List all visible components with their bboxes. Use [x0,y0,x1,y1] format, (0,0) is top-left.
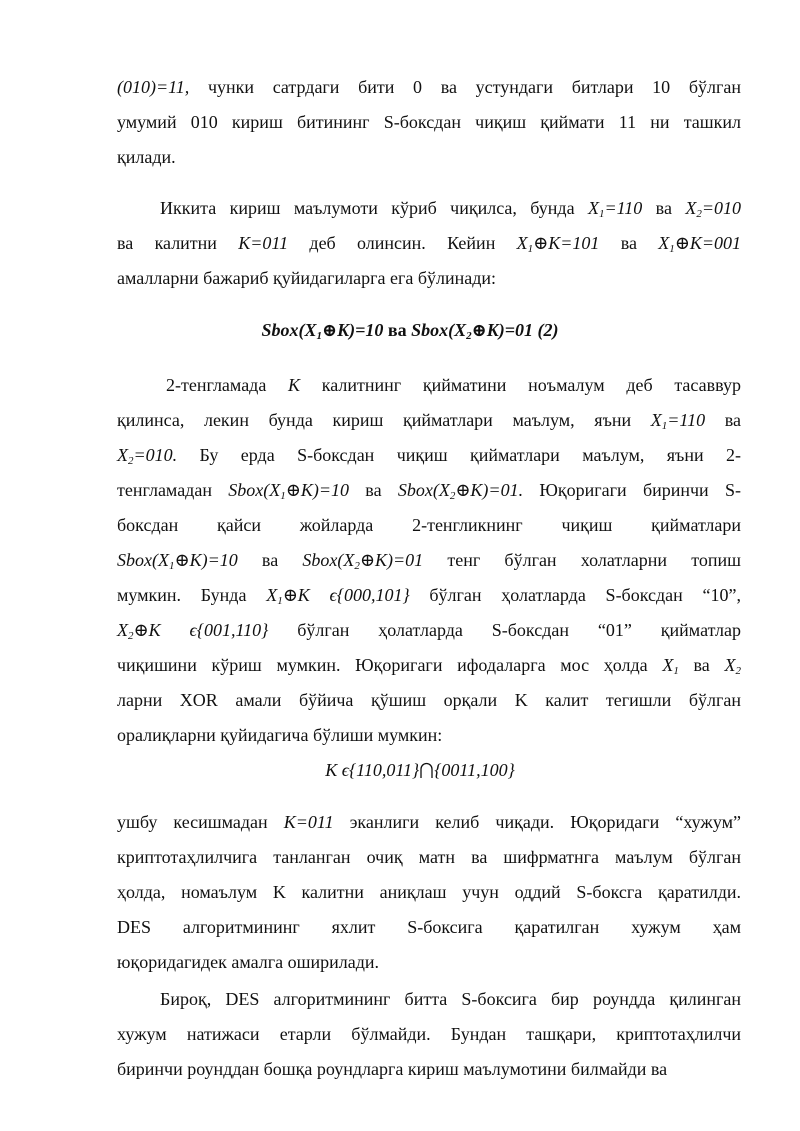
p1-line-3: қилади. [117,147,176,167]
intersection-icon [419,762,434,778]
p3-line-3: $X_2=010$. Бу ерда S-боксдан чиқиш қийматлари маълум, яъни 2- [117,445,741,467]
p5-line-3: биринчи роунддан бошқа роундларга кириш маълумотини билмайди ва [117,1059,668,1079]
p5-line-1: Бироқ, DES алгоритмининг битта S-боксига бир роундда қилинган [160,989,741,1009]
p3-line-5: боксдан қайси жойларда 2-тенгликнинг чиқиш қийматлари [117,515,741,535]
p2-line-1: Иккита кириш маълумоти кўриб чиқилса, бунда $X_1=110$ ва $X_2=010$ [160,198,741,220]
p3-line-1: 2-тенгламада K калитнинг қийматини ноъмалум деб тасаввур [166,375,742,395]
p3-line-10: ларни XOR амали бўйича қўшиш орқали K калит тегишли бўлган [117,690,741,710]
p3-line-2: қилинса, лекин бунда кириш қийматлари маълум, яъни $X_1=110$ ва [117,410,741,432]
p3-line-9: чиқишини кўриш мумкин. Юқоригаги ифодаларга мос ҳолда $X_1$ ва $X_2$ [117,655,741,677]
p4-line-2: криптотаҳлилчига танланган очиқ матн ва шифрматнга маълум бўлган [117,847,741,867]
p1-line-1: (010)=11, чунки сатрдаги бити 0 ва устундаги битлари 10 бўлган [117,77,741,97]
p4-line-5: юқоридагидек амалга оширилади. [117,952,380,972]
p3-line-8: $X_2\oplus K$ ϵ{001,110} бўлган ҳолатларда S-боксдан “01” қийматлар [117,620,741,642]
p3-line-7: мумкин. Бунда $X_1\oplus K$ ϵ{000,101} бўлган ҳолатларда S-боксдан “10”, [117,585,741,607]
p3-line-11: оралиқларни қуйидагича бўлиши мумкин: [117,725,443,745]
p5-line-2: хужум натижаси етарли бўлмайди. Бундан ташқари, криптотаҳлилчи [117,1024,741,1044]
p2-line-3: амалларни бажариб қуйидагиларга ега бўлинади: [117,268,497,288]
p4-line-4: DES алгоритмининг яхлит S-боксига қаратилган хужум ҳам [117,917,741,937]
formula-sbox: $Sbox(X_1\oplus K)=10$ ва $Sbox(X_2\oplus K)=01$ (2) [261,320,559,342]
p3-line-4: тенгламадан $Sbox(X_1\oplus K)=10$ ва $Sbox(X_2\oplus K)=01$. Юқоригаги биринчи S- [117,480,741,502]
p3-line-6: $Sbox(X_1\oplus K)=10$ ва $Sbox(X_2\oplus K)=01$ тенг бўлган холатларни топиш [117,550,741,572]
set-intersection-formula: K ϵ{110,011} {0011,100} [325,760,515,780]
p4-line-3: ҳолда, номаълум K калитни аниқлаш учун оддий S-боксга қаратилди. [117,882,741,902]
p2-line-2: ва калитни K=011 деб олинсин. Кейин $X_1\oplus K=101$ ва $X_1\oplus K=001$ [117,233,741,255]
p1-line-2: умумий 010 кириш битининг S-боксдан чиқиш қиймати 11 ни ташкил [117,112,741,132]
p4-line-1: ушбу кесишмадан K=011 эканлиги келиб чиқади. Юқоридаги “хужум” [117,812,741,832]
